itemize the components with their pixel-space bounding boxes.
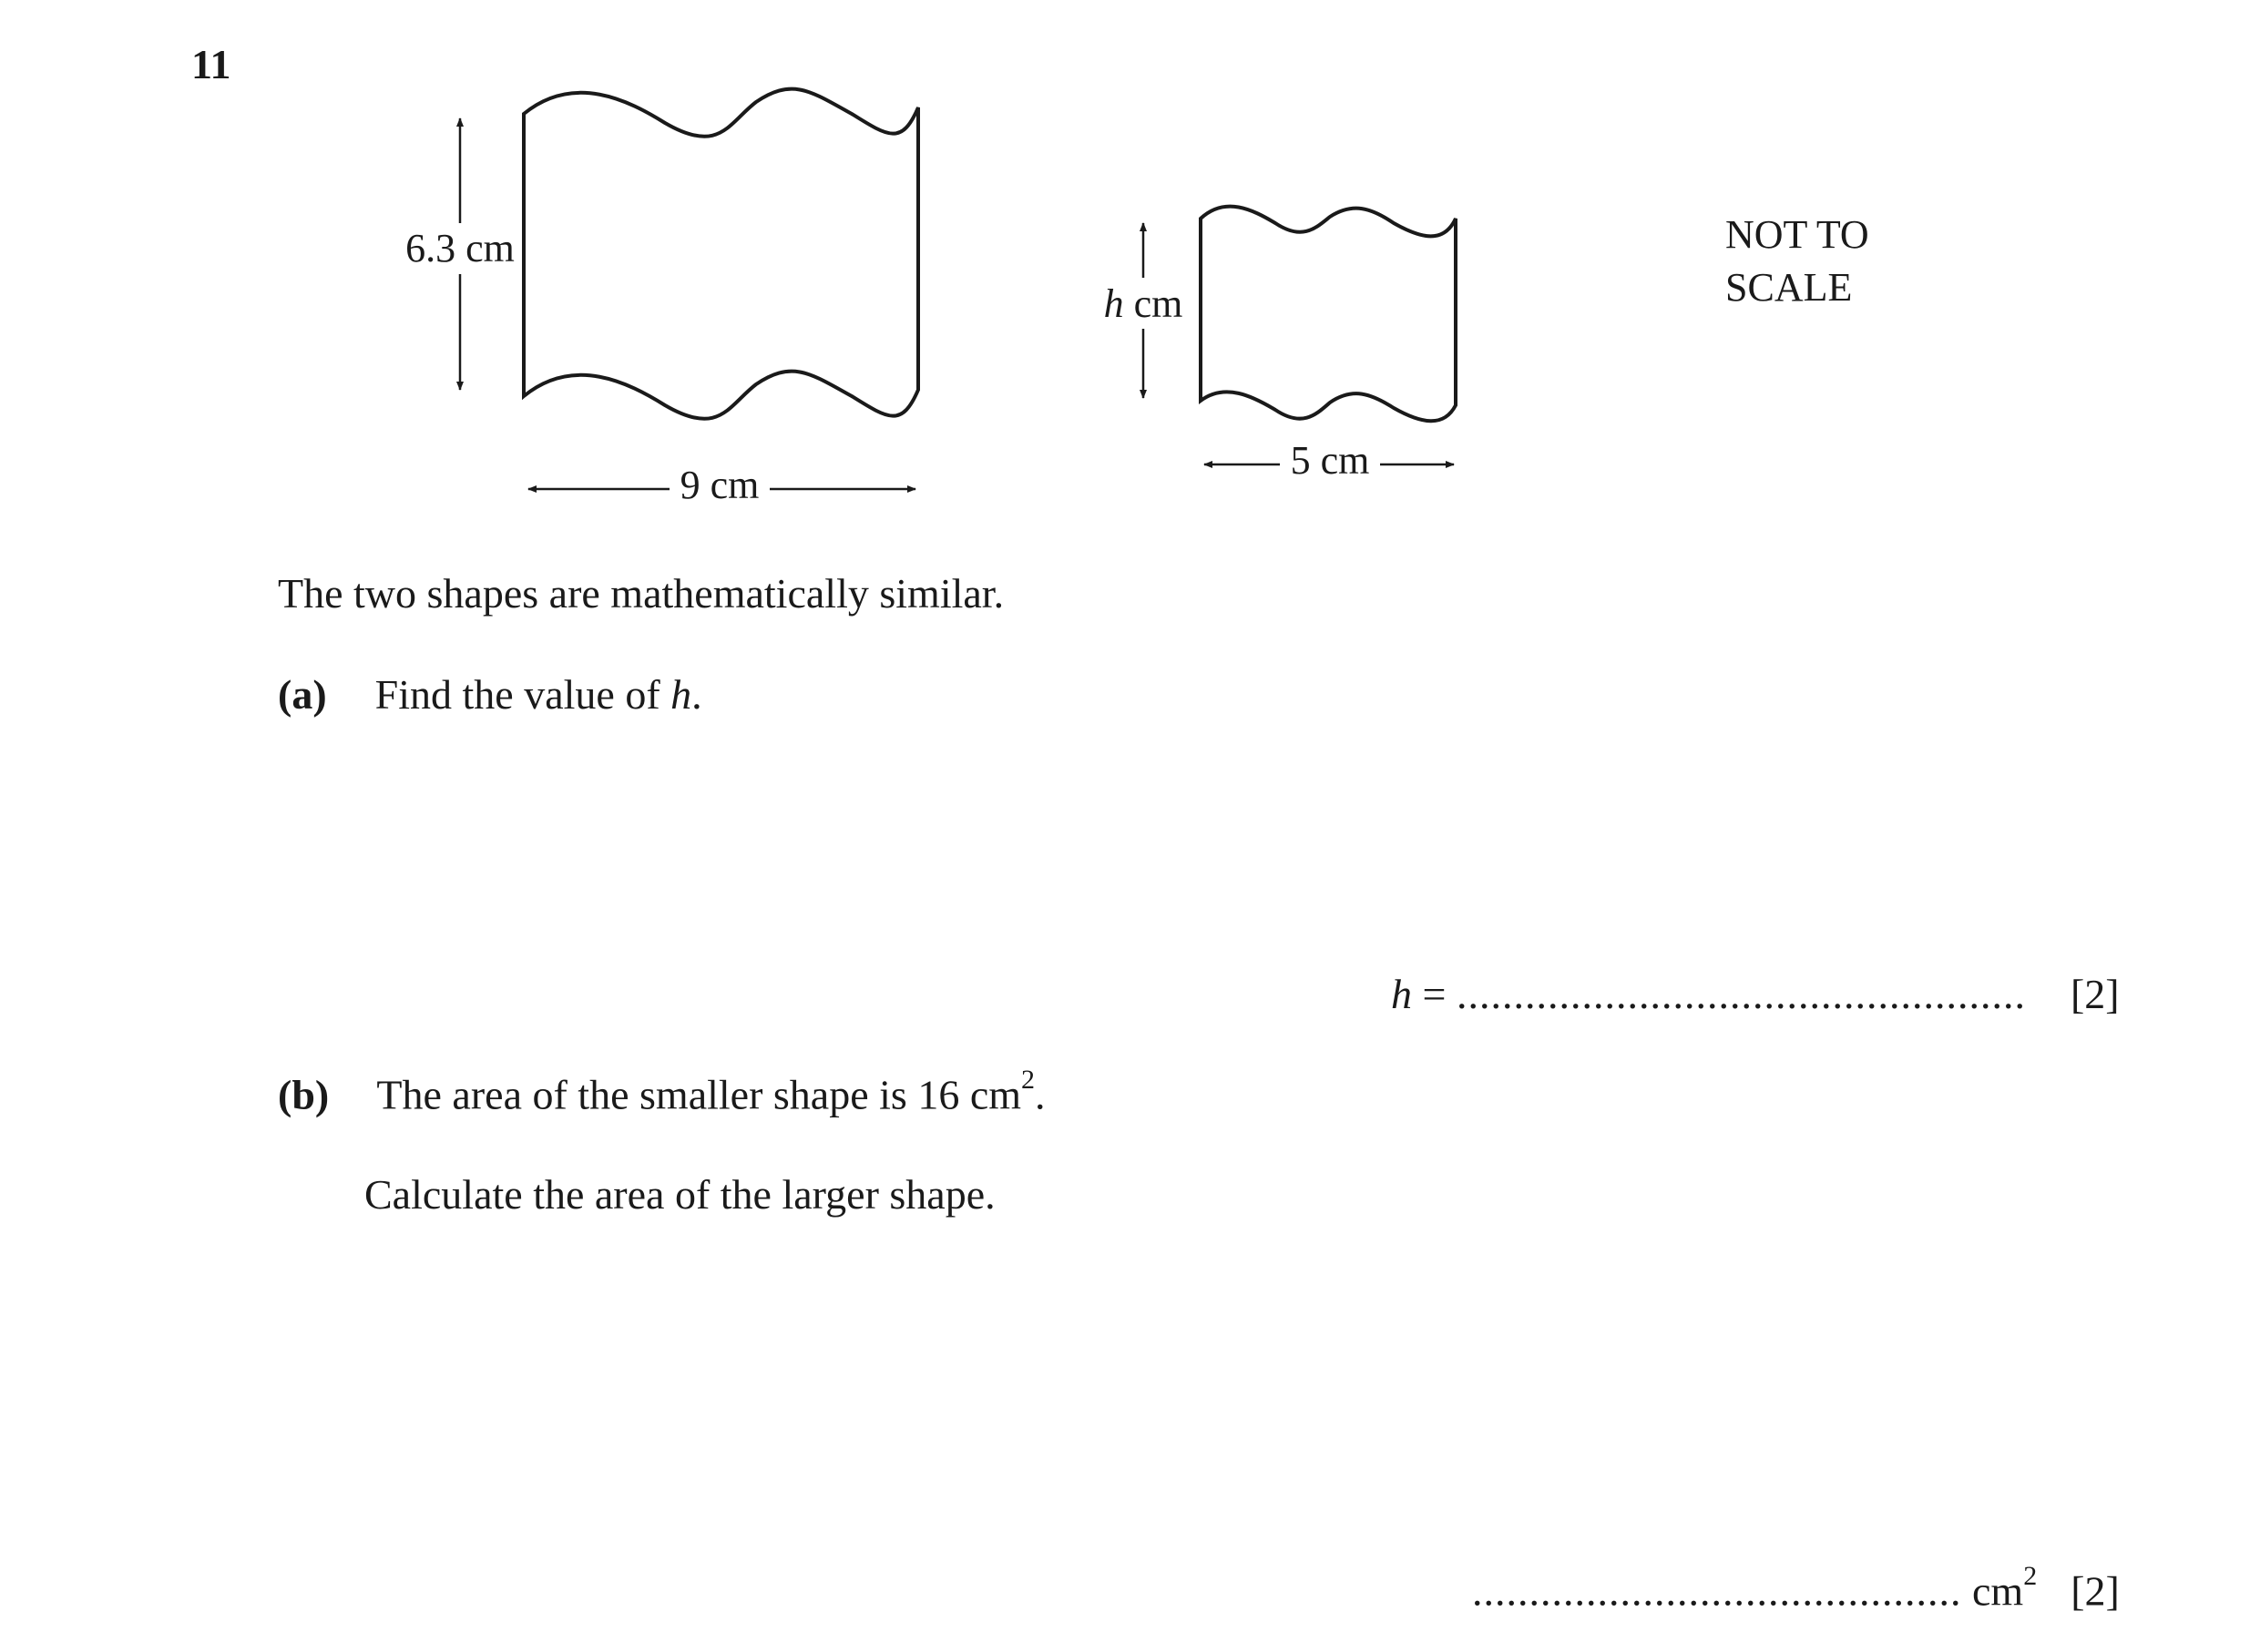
small-shape-outline <box>1201 207 1456 422</box>
question-number: 11 <box>191 41 231 87</box>
question-stem: The two shapes are mathematically similar. <box>278 570 1005 617</box>
part-b-answer-line: ........................................... $cm^2$ [2] <box>1472 1561 2120 1615</box>
small-width-label: 5 cm <box>1290 438 1370 483</box>
part-b-text: The area of the smaller shape is 16 cm <box>376 1071 1022 1118</box>
part-b-label: (b) <box>278 1071 330 1118</box>
part-b-marks: [2] <box>2071 1567 2120 1615</box>
part-a-answer-blank[interactable]: .................................................. <box>1456 971 2026 1017</box>
not-to-scale-line-1: NOT TO <box>1725 212 1869 257</box>
part-a-answer-variable: h <box>1391 971 1412 1017</box>
part-b-answer-unit: cm <box>1972 1567 2024 1615</box>
large-width-label: 9 cm <box>680 463 760 507</box>
part-a-marks: [2] <box>2070 971 2120 1017</box>
part-a-question: (a) Find the value of h. <box>278 671 702 718</box>
similar-shapes-diagram <box>0 0 2260 565</box>
part-b-answer-blank[interactable]: ........................................... <box>1472 1567 1962 1615</box>
large-height-label: 6.3 cm <box>405 226 515 270</box>
part-a-answer-line: h = .................................................. [2] <box>1391 971 2120 1017</box>
part-b-question: (b) The area of the smaller shape is 16 $cm^2$. <box>278 1065 1046 1118</box>
small-height-label: h cm <box>1103 281 1183 326</box>
part-a-label: (a) <box>278 671 327 718</box>
part-a-variable: h <box>670 671 692 718</box>
large-shape-outline <box>524 89 918 419</box>
part-b-instruction: Calculate the area of the larger shape. <box>364 1171 996 1218</box>
part-a-text: Find the value of <box>374 671 671 718</box>
not-to-scale-line-2: SCALE <box>1725 265 1853 310</box>
